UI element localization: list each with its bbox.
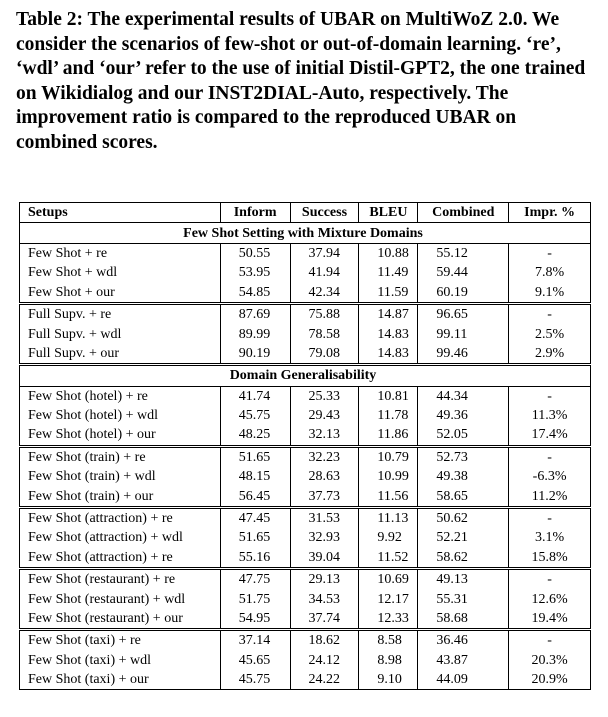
cell-bleu: 10.88: [359, 243, 418, 263]
cell-improvement: -6.3%: [509, 467, 591, 486]
cell-setup: Few Shot + re: [20, 243, 221, 263]
table-row: [20, 486, 591, 507]
header-row: [20, 203, 591, 223]
cell-setup: Few Shot (taxi) + re: [20, 630, 221, 651]
cell-combined: 43.87: [418, 651, 509, 670]
cell-success: 78.58: [290, 324, 359, 343]
cell-bleu: 14.83: [359, 344, 418, 365]
cell-setup: Few Shot (attraction) + re: [20, 548, 221, 569]
cell-setup: Few Shot (restaurant) + our: [20, 609, 221, 630]
table-row: [20, 528, 591, 547]
table-row: [20, 569, 591, 590]
cell-success: 24.12: [290, 651, 359, 670]
table-row: [20, 263, 591, 282]
cell-improvement: 3.1%: [509, 528, 591, 547]
cell-combined: 44.34: [418, 386, 509, 406]
cell-inform: 41.74: [220, 386, 290, 406]
cell-inform: 54.95: [220, 609, 290, 630]
cell-inform: 37.14: [220, 630, 290, 651]
cell-bleu: 10.69: [359, 569, 418, 590]
cell-setup: Few Shot (hotel) + re: [20, 386, 221, 406]
cell-bleu: 14.83: [359, 324, 418, 343]
cell-combined: 49.13: [418, 569, 509, 590]
table-row: [20, 283, 591, 304]
cell-setup: Few Shot (hotel) + our: [20, 425, 221, 446]
cell-improvement: -: [509, 507, 591, 528]
header-inform: Inform: [220, 203, 290, 223]
cell-improvement: 15.8%: [509, 548, 591, 569]
cell-bleu: 11.86: [359, 425, 418, 446]
cell-improvement: 2.9%: [509, 344, 591, 365]
cell-combined: 44.09: [418, 670, 509, 690]
cell-inform: 45.75: [220, 406, 290, 425]
cell-bleu: 8.58: [359, 630, 418, 651]
table-row: [20, 303, 591, 324]
header-bleu: BLEU: [359, 203, 418, 223]
cell-setup: Full Supv. + wdl: [20, 324, 221, 343]
cell-setup: Few Shot + our: [20, 283, 221, 304]
cell-setup: Few Shot (restaurant) + re: [20, 569, 221, 590]
cell-improvement: -: [509, 303, 591, 324]
cell-bleu: 14.87: [359, 303, 418, 324]
cell-setup: Full Supv. + re: [20, 303, 221, 324]
table-row: [20, 386, 591, 406]
section-header-row: [20, 365, 591, 386]
cell-bleu: 12.33: [359, 609, 418, 630]
cell-bleu: 11.56: [359, 486, 418, 507]
cell-combined: 55.12: [418, 243, 509, 263]
cell-inform: 51.75: [220, 589, 290, 608]
cell-bleu: 8.98: [359, 651, 418, 670]
cell-combined: 58.65: [418, 486, 509, 507]
cell-combined: 99.11: [418, 324, 509, 343]
cell-success: 24.22: [290, 670, 359, 690]
cell-combined: 49.36: [418, 406, 509, 425]
cell-setup: Few Shot (taxi) + our: [20, 670, 221, 690]
cell-inform: 56.45: [220, 486, 290, 507]
cell-success: 32.93: [290, 528, 359, 547]
cell-success: 18.62: [290, 630, 359, 651]
cell-improvement: 20.9%: [509, 670, 591, 690]
cell-improvement: 17.4%: [509, 425, 591, 446]
cell-inform: 48.15: [220, 467, 290, 486]
cell-setup: Few Shot + wdl: [20, 263, 221, 282]
table-row: [20, 609, 591, 630]
cell-bleu: 11.49: [359, 263, 418, 282]
table-row: [20, 344, 591, 365]
cell-success: 79.08: [290, 344, 359, 365]
cell-setup: Few Shot (train) + re: [20, 446, 221, 467]
cell-success: 32.23: [290, 446, 359, 467]
header-setups: Setups: [20, 203, 221, 223]
cell-success: 31.53: [290, 507, 359, 528]
cell-improvement: -: [509, 386, 591, 406]
header-success: Success: [290, 203, 359, 223]
cell-inform: 87.69: [220, 303, 290, 324]
cell-improvement: -: [509, 446, 591, 467]
cell-improvement: 9.1%: [509, 283, 591, 304]
cell-setup: Full Supv. + our: [20, 344, 221, 365]
cell-combined: 55.31: [418, 589, 509, 608]
table-row: [20, 243, 591, 263]
table-body: [20, 223, 591, 690]
cell-setup: Few Shot (train) + our: [20, 486, 221, 507]
cell-improvement: 11.3%: [509, 406, 591, 425]
cell-bleu: 11.59: [359, 283, 418, 304]
cell-bleu: 10.81: [359, 386, 418, 406]
cell-combined: 52.05: [418, 425, 509, 446]
cell-combined: 96.65: [418, 303, 509, 324]
cell-combined: 59.44: [418, 263, 509, 282]
cell-success: 32.13: [290, 425, 359, 446]
cell-inform: 51.65: [220, 446, 290, 467]
table-row: [20, 630, 591, 651]
cell-improvement: 12.6%: [509, 589, 591, 608]
results-table: [19, 202, 591, 690]
cell-success: 39.04: [290, 548, 359, 569]
cell-inform: 55.16: [220, 548, 290, 569]
cell-success: 34.53: [290, 589, 359, 608]
section-title: Domain Generalisability: [20, 365, 591, 386]
cell-success: 37.73: [290, 486, 359, 507]
cell-setup: Few Shot (attraction) + wdl: [20, 528, 221, 547]
table-row: [20, 670, 591, 690]
cell-success: 29.43: [290, 406, 359, 425]
table-row: [20, 425, 591, 446]
cell-success: 42.34: [290, 283, 359, 304]
cell-combined: 60.19: [418, 283, 509, 304]
cell-inform: 45.65: [220, 651, 290, 670]
cell-success: 75.88: [290, 303, 359, 324]
cell-inform: 89.99: [220, 324, 290, 343]
cell-success: 41.94: [290, 263, 359, 282]
table-row: [20, 507, 591, 528]
cell-bleu: 12.17: [359, 589, 418, 608]
cell-success: 25.33: [290, 386, 359, 406]
cell-combined: 58.68: [418, 609, 509, 630]
cell-improvement: -: [509, 630, 591, 651]
table-row: [20, 589, 591, 608]
cell-bleu: 10.99: [359, 467, 418, 486]
cell-bleu: 9.92: [359, 528, 418, 547]
table-row: [20, 406, 591, 425]
cell-combined: 99.46: [418, 344, 509, 365]
cell-bleu: 9.10: [359, 670, 418, 690]
cell-success: 37.74: [290, 609, 359, 630]
cell-bleu: 11.13: [359, 507, 418, 528]
cell-setup: Few Shot (attraction) + re: [20, 507, 221, 528]
cell-inform: 50.55: [220, 243, 290, 263]
cell-bleu: 10.79: [359, 446, 418, 467]
cell-setup: Few Shot (train) + wdl: [20, 467, 221, 486]
cell-combined: 36.46: [418, 630, 509, 651]
table-row: [20, 548, 591, 569]
table-row: [20, 467, 591, 486]
table-row: [20, 324, 591, 343]
cell-setup: Few Shot (taxi) + wdl: [20, 651, 221, 670]
cell-improvement: 2.5%: [509, 324, 591, 343]
cell-improvement: 7.8%: [509, 263, 591, 282]
header-improvement: Impr. %: [509, 203, 591, 223]
table-row: [20, 446, 591, 467]
cell-inform: 45.75: [220, 670, 290, 690]
cell-inform: 53.95: [220, 263, 290, 282]
cell-combined: 52.21: [418, 528, 509, 547]
cell-improvement: -: [509, 569, 591, 590]
cell-inform: 47.75: [220, 569, 290, 590]
cell-setup: Few Shot (restaurant) + wdl: [20, 589, 221, 608]
cell-inform: 54.85: [220, 283, 290, 304]
cell-inform: 90.19: [220, 344, 290, 365]
cell-success: 28.63: [290, 467, 359, 486]
cell-combined: 49.38: [418, 467, 509, 486]
cell-combined: 58.62: [418, 548, 509, 569]
cell-improvement: 11.2%: [509, 486, 591, 507]
cell-bleu: 11.78: [359, 406, 418, 425]
cell-setup: Few Shot (hotel) + wdl: [20, 406, 221, 425]
cell-improvement: -: [509, 243, 591, 263]
cell-improvement: 19.4%: [509, 609, 591, 630]
cell-bleu: 11.52: [359, 548, 418, 569]
cell-combined: 50.62: [418, 507, 509, 528]
table-caption: Table 2: The experimental results of UBAR on MultiWoZ 2.0. We consider the scenarios of few-shot or out-of-domain learning. ‘re’, ‘wdl’ and ‘our’ refer to the use of initial Distil-GPT2, the one trained on Wikidialog and our INST2DIAL-Auto, respectively. The improvement ratio is compared to the reproduced UBAR on combined scores.: [16, 9, 586, 153]
cell-inform: 47.45: [220, 507, 290, 528]
cell-inform: 48.25: [220, 425, 290, 446]
header-combined: Combined: [418, 203, 509, 223]
section-title: Few Shot Setting with Mixture Domains: [20, 223, 591, 243]
cell-inform: 51.65: [220, 528, 290, 547]
cell-combined: 52.73: [418, 446, 509, 467]
section-header-row: [20, 223, 591, 243]
cell-improvement: 20.3%: [509, 651, 591, 670]
table-row: [20, 651, 591, 670]
cell-success: 37.94: [290, 243, 359, 263]
cell-success: 29.13: [290, 569, 359, 590]
